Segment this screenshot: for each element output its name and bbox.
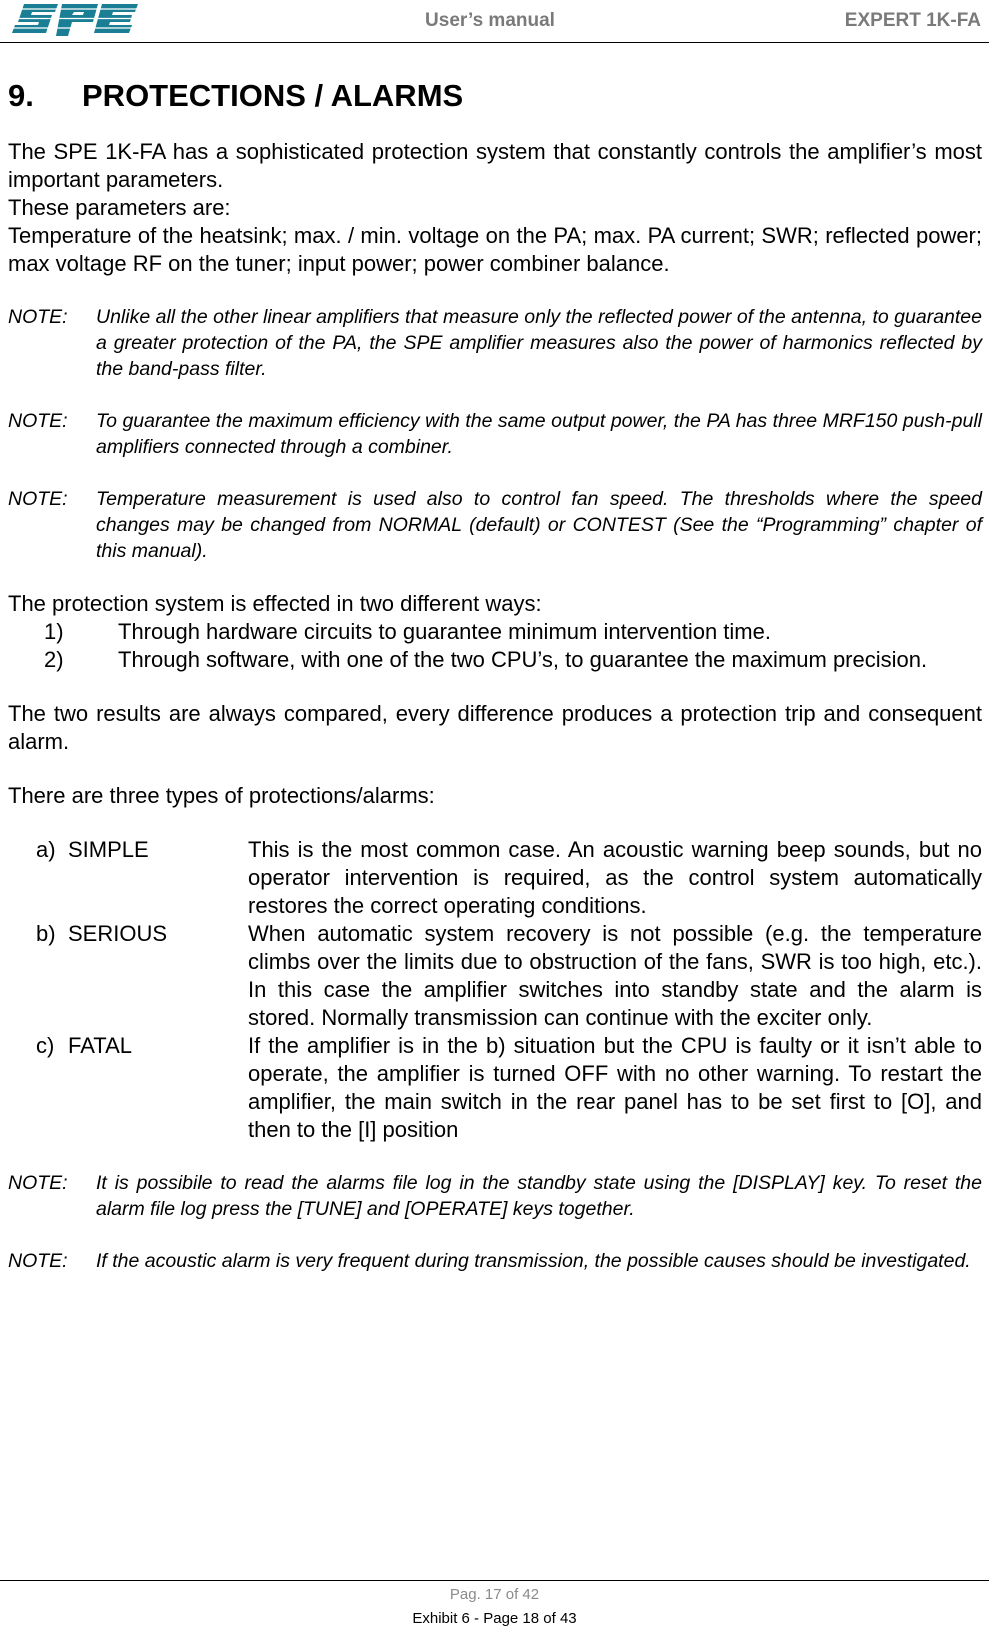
section-number: 9. <box>8 78 34 113</box>
type-description: If the amplifier is in the b) situation but the CPU is faulty or it isn’t able to operate, the amplifier is turned OFF with no other warning. To restart the amplifier, the main switch in the rear panel has to be set first to [O], and then to the [I] position <box>248 1033 982 1142</box>
protection-type <box>8 1032 982 1144</box>
intro-paragraph: The SPE 1K-FA has a sophisticated protection system that constantly controls the amplifier’s most important parameters. <box>8 139 982 192</box>
section-heading <box>8 78 982 114</box>
page-content <box>8 78 982 1274</box>
note-text: Temperature measurement is used also to control fan speed. The thresholds where the speed changes may be changed from NORMAL (default) or CONTEST (See the “Programming” chapter of this manual). <box>96 488 982 562</box>
list-item <box>8 646 982 674</box>
spe-logo <box>10 0 140 42</box>
list-item <box>8 618 982 646</box>
note-item <box>8 408 982 460</box>
type-letter: b) <box>36 921 56 946</box>
note-text: To guarantee the maximum efficiency with the same output power, the PA has three MRF150 push-pull amplifiers connected through a combiner. <box>96 410 982 458</box>
type-description: When automatic system recovery is not possible (e.g. the temperature climbs over the limits due to obstruction of the fans, SWR is too high, etc.). In this case the amplifier switches into standby state and the alarm is stored. Normally transmission can continue with the exciter only. <box>248 921 982 1030</box>
section-title: PROTECTIONS / ALARMS <box>82 78 464 113</box>
note-label: NOTE: <box>8 1172 68 1194</box>
note-item <box>8 486 982 564</box>
note-text: It is possibile to read the alarms file log in the standby state using the [DISPLAY] key. To reset the alarm file log press the [TUNE] and [OPERATE] keys together. <box>96 1172 982 1220</box>
note-text: If the acoustic alarm is very frequent during transmission, the possible causes should be investigated. <box>96 1250 971 1272</box>
header-divider <box>0 42 989 43</box>
note-item <box>8 304 982 382</box>
list-text: Through hardware circuits to guarantee minimum intervention time. <box>118 619 771 644</box>
note-label: NOTE: <box>8 1250 68 1272</box>
page-number: Pag. 17 of 42 <box>449 1586 540 1603</box>
list-number: 1) <box>44 619 64 644</box>
type-letter: c) <box>36 1033 55 1058</box>
note-item <box>8 1170 982 1222</box>
note-text: Unlike all the other linear amplifiers that measure only the reflected power of the antenna, to guarantee a greater protection of the PA, the SPE amplifier measures also the power of harmonics reflected by the band-pass filter. <box>96 306 982 380</box>
exhibit-label: Exhibit 6 - Page 18 of 43 <box>412 1610 577 1627</box>
type-name: SIMPLE <box>68 837 149 862</box>
protection-type <box>8 836 982 920</box>
type-name: SERIOUS <box>68 921 168 946</box>
footer-divider <box>0 1580 989 1581</box>
types-intro: There are three types of protections/alarms: <box>8 783 435 808</box>
type-description: This is the most common case. An acoustic warning beep sounds, but no operator intervention is required, as the control system automatically restores the correct operating conditions. <box>248 837 982 918</box>
list-number: 2) <box>44 647 64 672</box>
type-name: FATAL <box>68 1033 132 1058</box>
intro-parameters-label: These parameters are: <box>8 195 231 220</box>
ways-intro: The protection system is effected in two different ways: <box>8 591 542 616</box>
note-label: NOTE: <box>8 306 68 328</box>
list-text: Through software, with one of the two CPU’s, to guarantee the maximum precision. <box>118 647 928 672</box>
compare-paragraph: The two results are always compared, every difference produces a protection trip and consequent alarm. <box>8 701 982 754</box>
type-letter: a) <box>36 837 56 862</box>
note-label: NOTE: <box>8 410 68 432</box>
note-item <box>8 1248 982 1274</box>
protection-type <box>8 920 982 1032</box>
note-label: NOTE: <box>8 488 68 510</box>
intro-parameters-list: Temperature of the heatsink; max. / min. voltage on the PA; max. PA current; SWR; reflected power; max voltage RF on the tuner; input power; power combiner balance. <box>8 223 982 276</box>
header-model: EXPERT 1K-FA <box>844 10 981 31</box>
header-title: User’s manual <box>425 10 555 31</box>
